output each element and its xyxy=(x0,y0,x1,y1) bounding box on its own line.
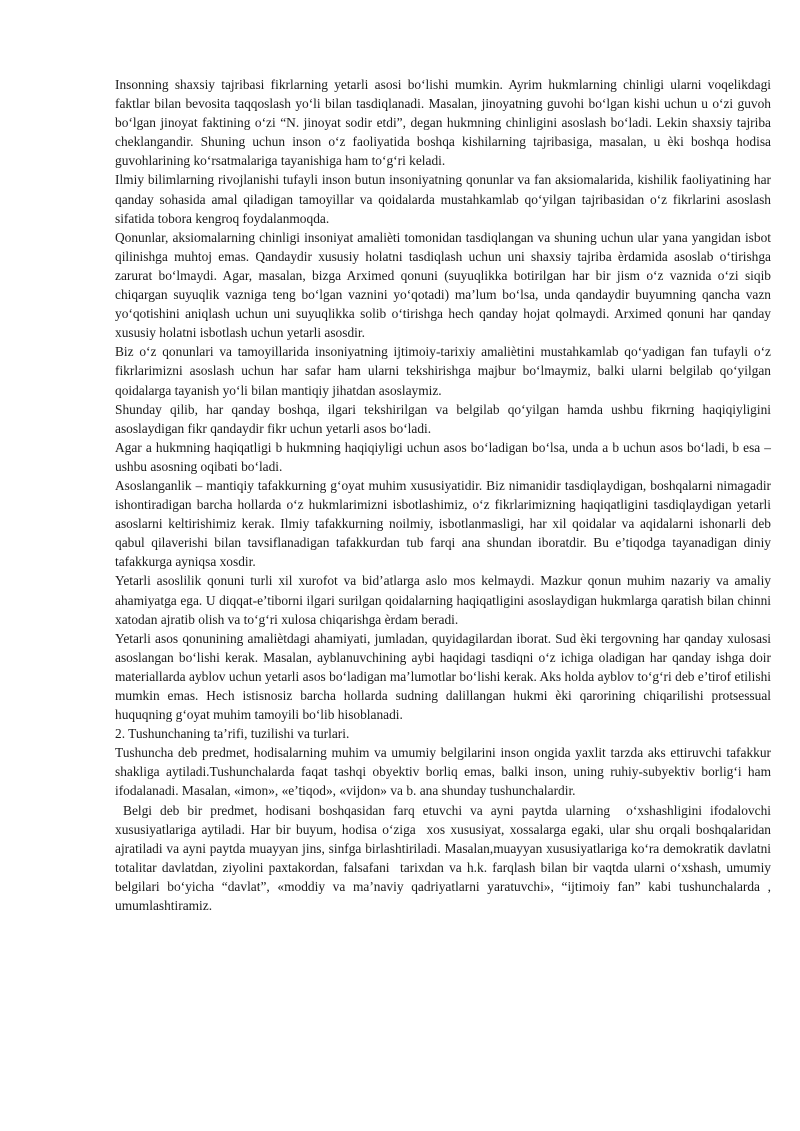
paragraph-laws-axioms: Qonunlar, aksiomalarning chinligi insoniyat amalièti tomonidan tasdiqlangan va shuning uchun ular yana yangidan isbot qilinishga muhtoj emas. Qandaydir xususiy holatni tasdiqlash uchun uni shaxsiy tajriba èrdamida asoslab o‘tirishga zarurat bo‘lmaydi. Agar, masalan, bizga Arximed qonuni (suyuqlikka botirilgan har bir jism o‘z vaznida o‘zi siqib chiqargan suyuqlik vazniga teng bo‘lgan vaznini yo‘qotadi) ma’lum bo‘lsa, unda qandaydir buyumning qancha vazn yo‘qotishini aniqlash uchun uni suyuqlikka solib o‘tirishga hech qanday hojat qolmaydi. Arximed qonuni har qanday xususiy holatni isbotlash uchun yetarli asosdir. xyxy=(115,229,771,341)
section-heading: 2. Tushunchaning ta’rifi, tuzilishi va turlari. xyxy=(115,726,350,742)
paragraph-sufficient-ground: Shunday qilib, har qanday boshqa, ilgari tekshirilgan va belgilab qo‘yilgan hamda ushbu fikrning haqiqiyligini asoslaydigan fikr qandaydir fikr uchun yetarli asos bo‘ladi. xyxy=(115,401,771,436)
paragraph-ground-consequence: Agar a hukmning haqiqatligi b hukmning haqiqiyligi uchun asos bo‘ladigan bo‘lsa, unda a b uchun asos bo‘ladi, b esa – ushbu asosning oqibati bo‘ladi. xyxy=(115,439,771,474)
paragraph-social-practice: Biz o‘z qonunlari va tamoyillarida insoniyatning ijtimoiy-tarixiy amaliètini mustahkamlab qo‘yadigan fan tufayli o‘z fikrlarimizni asoslash uchun har safar ham ularni tekshirishga majbur bo‘lmaymiz, balki ularni belgilab qo‘yilgan qoidalarga tayanish yo‘li bilan mantiqiy jihatdan asoslaymiz. xyxy=(115,344,771,398)
paragraph-scientific-knowledge: Ilmiy bilimlarning rivojlanishi tufayli inson butun insoniyatning qonunlar va fan aksiomalarida, kishilik faoliyatining har qanday sohasida amal qiladigan tamoyillar va qoidalarda mustahkamlab qo‘yilgan tajribasidan o‘z fikrlarini asoslash sifatida tobora kengroq foydalanmoqda. xyxy=(115,172,771,226)
paragraph-groundedness: Asoslanganlik – mantiqiy tafakkurning g‘oyat muhim xususiyatidir. Biz nimanidir tasdiqlaydigan, boshqalarni nimagadir ishontiradigan barcha hollarda o‘z hukmlarimizni isbotlashimiz, o‘z fikrlarimizning haqiqatligini tasdiqlaydigan yetarli asoslarni keltirishimiz kerak. Ilmiy tafakkurning noilmiy, isbotlanmasligi, har xil qoidalar va aqidalarni ishonarli deb qabul qilaverishi bilan tavsiflanadigan tafakkurdan tub farqi ana shundan iboratdir. Bu e’tiqodga tayanadigan diniy tafakkurga ayniqsa xosdir. xyxy=(115,477,771,570)
paragraph-personal-experience: Insonning shaxsiy tajribasi fikrlarning yetarli asosi bo‘lishi mumkin. Ayrim hukmlarning chinligi ularni voqelikdagi faktlar bilan bevosita taqqoslash yo‘li bilan tasdiqlanadi. Masalan, jinoyatning guvohi bo‘lgan kishi uchun u o‘zi guvoh bo‘lgan jinoyat faktining o‘zi “N. jinoyat sodir etdi”, degan hukmning chinligini asoslash bo‘ladi. Lekin shaxsiy tajriba cheklangandir. Shuning uchun inson o‘z faoliyatida boshqa kishilarning tajribasiga, masalan, u èki boshqa hodisa guvohlarining ko‘rsatmalariga tayanishiga ham to‘g‘ri keladi. xyxy=(115,77,771,169)
paragraph-concept-definition: Tushuncha deb predmet, hodisalarning muhim va umumiy belgilarini inson ongida yaxlit tarzda aks ettiruvchi tafakkur shakliga aytiladi.Tushunchalarda faqat tashqi obyektiv borliq emas, balki inson, uning ruhiy-subyektiv borlig‘i ham ifodalanadi. Masalan, «imon», «e’tiqod», «vijdon» va b. ana shunday tushunchalardir. xyxy=(115,745,771,799)
paragraph-practical-importance: Yetarli asos qonunining amaliètdagi ahamiyati, jumladan, quyidagilardan iborat. Sud èki tergovning har qanday xulosasi asoslangan bo‘lishi kerak. Masalan, ayblanuvchining aybi haqidagi tasdiqni o‘z ichiga oladigan har qanday ishga doir materiallarda ayblov uchun yetarli asos bo‘ladigan ma’lumotlar bo‘lishi kerak. Aks holda ayblov to‘g‘ri deb e’tirof etilishi mumkin emas. Hech istisnosiz barcha hollarda sudning dalillangan hukmi èki qarorining chiqarilishi protsessual huquqning g‘oyat muhim tamoyili bo‘lib hisoblanadi. xyxy=(115,630,771,723)
paragraph-law-significance: Yetarli asoslilik qonuni turli xil xurofot va bid’atlarga aslo mos kelmaydi. Mazkur qonun muhim nazariy va amaliy ahamiyatga ega. U diqqat-e’tiborni ilgari surilgan qoidalarning haqiqatligini asoslaydigan hukmlarga qaratish bilan chinni xatodan ajratib olish va to‘g‘ri xulosa chiqarishga èrdam beradi. xyxy=(115,573,771,627)
document-page xyxy=(115,75,775,915)
paragraph-attribute-definition: Belgi deb bir predmet, hodisani boshqasidan farq etuvchi va ayni paytda ularning o‘xshashligini ifodalovchi xususiyatlariga aytiladi. Har bir buyum, hodisa o‘ziga xos xususiyat, xossalarga egaki, ular shu orqali boshqalaridan ajratiladi va ayni paytda muayyan jins, sinfga birlashtiriladi. Masalan,muayyan xususiyatlariga ko‘ra demokratik davlatni totalitar davlatdan, ziyolini paxtakordan, falsafani tarixdan va h.k. farqlash bilan bir vaqtda ularni o‘xshash, umumiy belgilari bo‘yicha “davlat”, «moddiy va ma’naviy qadriyatlarni yaratuvchi», “ijtimoiy fan” kabi tushunchalarda , umumlashtiramiz. xyxy=(115,802,775,914)
